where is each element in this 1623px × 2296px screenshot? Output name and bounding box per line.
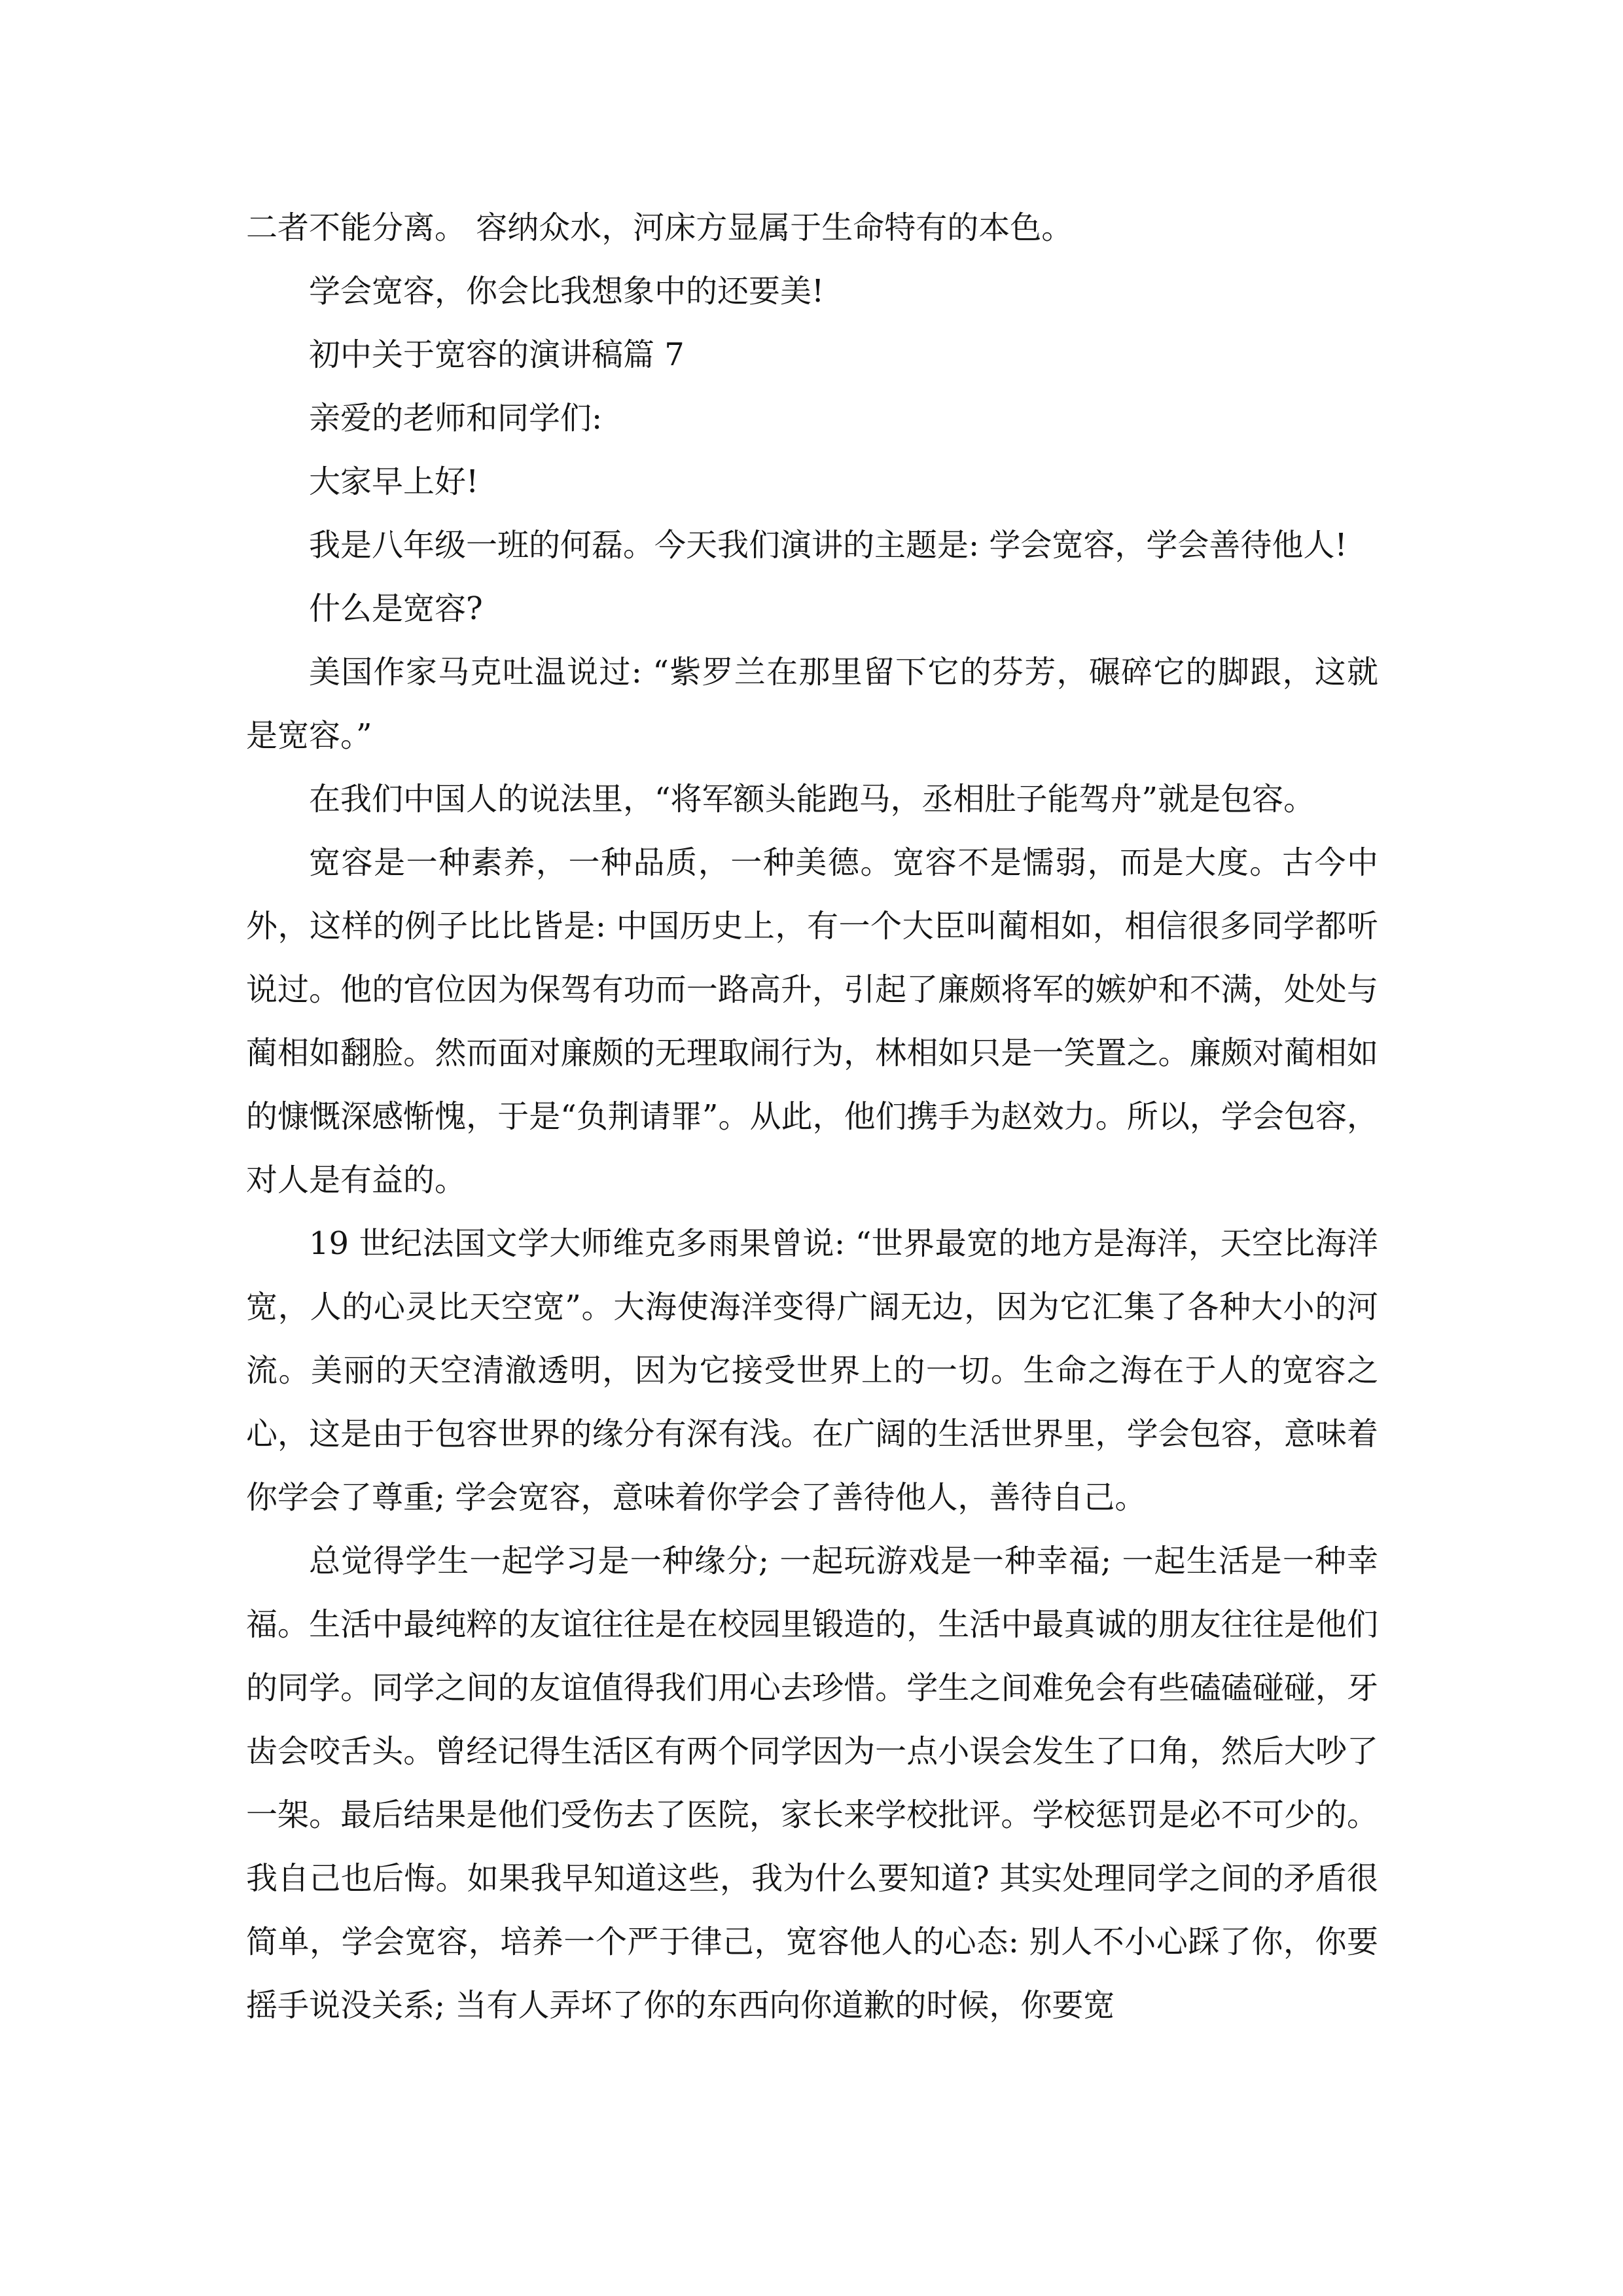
paragraph: 二者不能分离。 容纳众水，河床方显属于生命特有的本色。 [246,209,1073,246]
paragraph: 美国作家马克吐温说过: “紫罗兰在那里留下它的芬芳，碾碎它的脚跟，这就是宽容。” [246,654,1378,754]
paragraph: 总觉得学生一起学习是一种缘分; 一起玩游戏是一种幸福; 一起生活是一种幸福。生活中最纯粹的友谊往往是在校园里锻造的，生活中最真诚的朋友往往是他们的同学。同学之间的友谊值得我们用心去珍惜。学生之间难免会有些磕磕碰碰，牙齿会咬舌头。曾经记得生活区有两个同学因为一点小误会发生了口角，然后大吵了一架。最后结果是他们受伤去了医院，家长来学校批评。学校惩罚是必不可少的。我自己也后悔。如果我早知道这些，我为什么要知道? 其实处理同学之间的矛盾很简单，学会宽容，培养一个严于律己，宽容他人的心态: 别人不小心踩了你，你要摇手说没关系; 当有人弄坏了你的东西向你道歉的时候，你要宽 [246,1543,1378,2024]
greeting: 大家早上好! [309,463,479,500]
salutation: 亲爱的老师和同学们: [309,400,603,437]
paragraph: 19 世纪法国文学大师维克多雨果曾说: “世界最宽的地方是海洋，天空比海洋宽，人的心灵比天空宽”。大海使海洋变得广阔无边，因为它汇集了各种大小的河流。美丽的天空清澈透明，因为它接受世界上的一切。生命之海在于人的宽容之心，这是由于包容世界的缘分有深有浅。在广阔的生活世界里，学会包容，意味着你学会了尊重; 学会宽容，意味着你学会了善待他人，善待自己。 [246,1225,1378,1516]
document-body [246,196,1378,2037]
paragraph: 宽容是一种素养，一种品质，一种美德。宽容不是懦弱，而是大度。古今中外，这样的例子比比皆是: 中国历史上，有一个大臣叫蔺相如，相信很多同学都听说过。他的官位因为保驾有功而一路高升，引起了廉颇将军的嫉妒和不满，处处与蔺相如翻脸。然而面对廉颇的无理取闹行为，林相如只是一笑置之。廉颇对蔺相如的慷慨深感惭愧，于是“负荆请罪”。从此，他们携手为赵效力。所以，学会包容，对人是有益的。 [246,844,1378,1198]
paragraph: 什么是宽容? [309,590,483,627]
paragraph: 在我们中国人的说法里，“将军额头能跑马，丞相肚子能驾舟”就是包容。 [309,781,1315,817]
section-heading: 初中关于宽容的演讲稿篇 7 [309,336,685,373]
paragraph: 我是八年级一班的何磊。今天我们演讲的主题是: 学会宽容，学会善待他人! [309,527,1347,564]
paragraph: 学会宽容，你会比我想象中的还要美! [309,273,825,310]
